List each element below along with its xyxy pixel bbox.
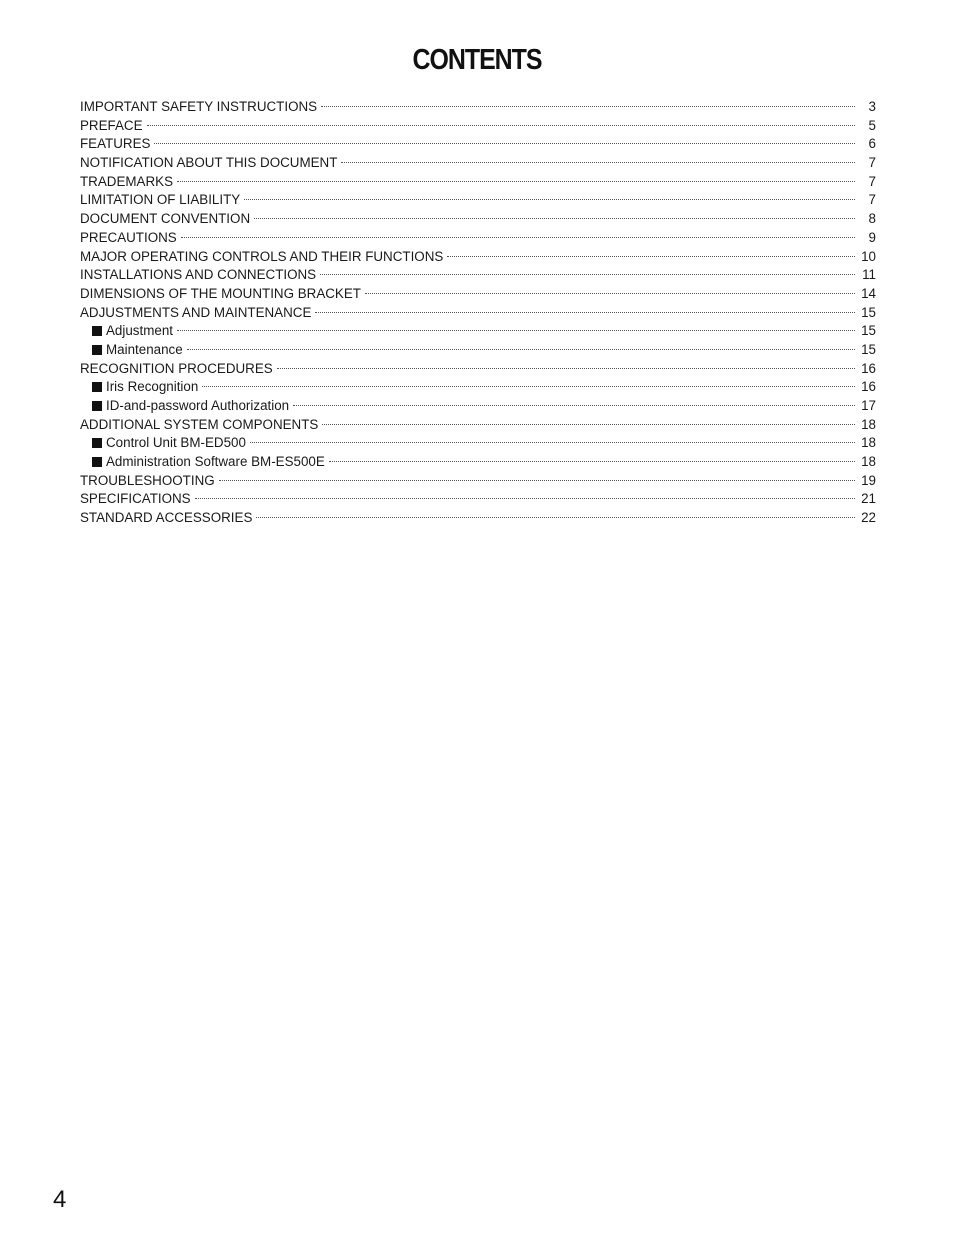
toc-entry-page: 5 — [868, 117, 876, 133]
dot-leader — [329, 460, 855, 462]
dot-leader — [341, 161, 855, 163]
square-bullet-icon — [92, 345, 102, 355]
dot-leader — [254, 217, 855, 219]
dot-leader — [250, 441, 855, 443]
dot-leader — [202, 385, 855, 387]
toc-entry-page: 9 — [868, 229, 876, 245]
toc-entry[interactable] — [80, 453, 876, 472]
toc-entry-label: Control Unit BM-ED500 — [106, 435, 246, 451]
toc-entry-label: LIMITATION OF LIABILITY — [80, 192, 241, 208]
toc-entry-label: NOTIFICATION ABOUT THIS DOCUMENT — [80, 155, 338, 171]
toc-entry[interactable] — [80, 378, 876, 397]
toc-entry-page: 11 — [862, 267, 876, 283]
toc-entry-page: 15 — [861, 341, 876, 357]
toc-entry[interactable] — [80, 266, 876, 285]
toc-entry[interactable] — [80, 360, 876, 379]
toc-entry-label: ADDITIONAL SYSTEM COMPONENTS — [80, 416, 319, 432]
toc-entry-page: 7 — [868, 173, 876, 189]
toc-entry-label: TRADEMARKS — [80, 173, 174, 189]
toc-entry-label: TROUBLESHOOTING — [80, 472, 215, 488]
toc-entry-page: 21 — [861, 491, 876, 507]
dot-leader — [187, 348, 855, 350]
dot-leader — [447, 255, 855, 257]
toc-entry[interactable] — [80, 135, 876, 154]
dot-leader — [219, 479, 855, 481]
toc-entry-page: 7 — [868, 155, 876, 171]
toc-entry-page: 18 — [861, 454, 876, 470]
dot-leader — [244, 198, 855, 200]
toc-entry-label: PREFACE — [80, 117, 143, 133]
toc-entry-label: Maintenance — [106, 341, 183, 357]
square-bullet-icon — [92, 401, 102, 411]
toc-entry-label: MAJOR OPERATING CONTROLS AND THEIR FUNCTIONS — [80, 248, 444, 264]
dot-leader — [181, 236, 855, 238]
dot-leader — [322, 423, 855, 425]
page-title: CONTENTS — [412, 44, 542, 76]
square-bullet-icon — [92, 438, 102, 448]
dot-leader — [321, 105, 855, 107]
toc-entry-page: 10 — [861, 248, 876, 264]
dot-leader — [195, 497, 855, 499]
toc-entry-label: RECOGNITION PROCEDURES — [80, 360, 273, 376]
toc-entry[interactable] — [80, 173, 876, 192]
toc-entry[interactable] — [80, 285, 876, 304]
toc-entry-label: DOCUMENT CONVENTION — [80, 211, 251, 227]
dot-leader — [293, 404, 855, 406]
page-number: 4 — [53, 1186, 67, 1213]
toc-entry-label: INSTALLATIONS AND CONNECTIONS — [80, 267, 317, 283]
toc-entry[interactable] — [80, 229, 876, 248]
toc-entry-label: FEATURES — [80, 136, 151, 152]
toc-entry-page: 18 — [861, 416, 876, 432]
toc-entry-label: STANDARD ACCESSORIES — [80, 510, 253, 526]
toc-entry[interactable] — [80, 397, 876, 416]
dot-leader — [154, 142, 855, 144]
toc-entry-page: 19 — [861, 472, 876, 488]
toc-entry[interactable] — [80, 472, 876, 491]
toc-entry-page: 7 — [868, 192, 876, 208]
toc-entry[interactable] — [80, 304, 876, 323]
toc-entry[interactable] — [80, 154, 876, 173]
toc-entry[interactable] — [80, 434, 876, 453]
toc-entry[interactable] — [80, 322, 876, 341]
square-bullet-icon — [92, 457, 102, 467]
toc-entry-label: ID-and-password Authorization — [106, 398, 290, 413]
toc-entry[interactable] — [80, 117, 876, 136]
toc-entry-page: 16 — [861, 360, 876, 376]
toc-entry[interactable] — [80, 416, 876, 435]
dot-leader — [365, 292, 855, 294]
toc-entry-page: 15 — [861, 304, 876, 320]
toc-entry[interactable] — [80, 248, 876, 267]
dot-leader — [147, 124, 855, 126]
toc-entry[interactable] — [80, 98, 876, 117]
toc-entry-page: 18 — [861, 435, 876, 451]
square-bullet-icon — [92, 326, 102, 336]
toc-entry-label: PRECAUTIONS — [80, 229, 177, 245]
toc-entry-page: 22 — [861, 510, 876, 526]
toc-entry[interactable] — [80, 210, 876, 229]
toc-entry[interactable] — [80, 191, 876, 210]
table-of-contents — [80, 98, 876, 528]
dot-leader — [320, 273, 855, 275]
dot-leader — [256, 516, 855, 518]
square-bullet-icon — [92, 382, 102, 392]
dot-leader — [277, 367, 855, 369]
dot-leader — [315, 311, 855, 313]
toc-entry-label: ADJUSTMENTS AND MAINTENANCE — [80, 304, 312, 320]
dot-leader — [177, 329, 855, 331]
toc-entry-page: 16 — [861, 379, 876, 395]
toc-entry[interactable] — [80, 341, 876, 360]
toc-entry-label: Iris Recognition — [106, 379, 199, 395]
toc-entry-page: 17 — [861, 398, 876, 413]
toc-entry-label: DIMENSIONS OF THE MOUNTING BRACKET — [80, 285, 361, 301]
toc-entry-label: IMPORTANT SAFETY INSTRUCTIONS — [80, 99, 318, 114]
toc-entry-label: Administration Software BM-ES500E — [106, 454, 325, 470]
toc-entry-page: 8 — [868, 211, 876, 227]
toc-entry-label: SPECIFICATIONS — [80, 491, 191, 507]
toc-entry-label: Adjustment — [106, 323, 173, 339]
toc-entry[interactable] — [80, 509, 876, 528]
toc-entry-page: 6 — [868, 136, 876, 152]
toc-entry-page: 3 — [868, 99, 876, 114]
toc-entry-page: 15 — [861, 323, 876, 339]
dot-leader — [177, 180, 855, 182]
toc-entry[interactable] — [80, 490, 876, 509]
toc-entry-page: 14 — [861, 285, 876, 301]
